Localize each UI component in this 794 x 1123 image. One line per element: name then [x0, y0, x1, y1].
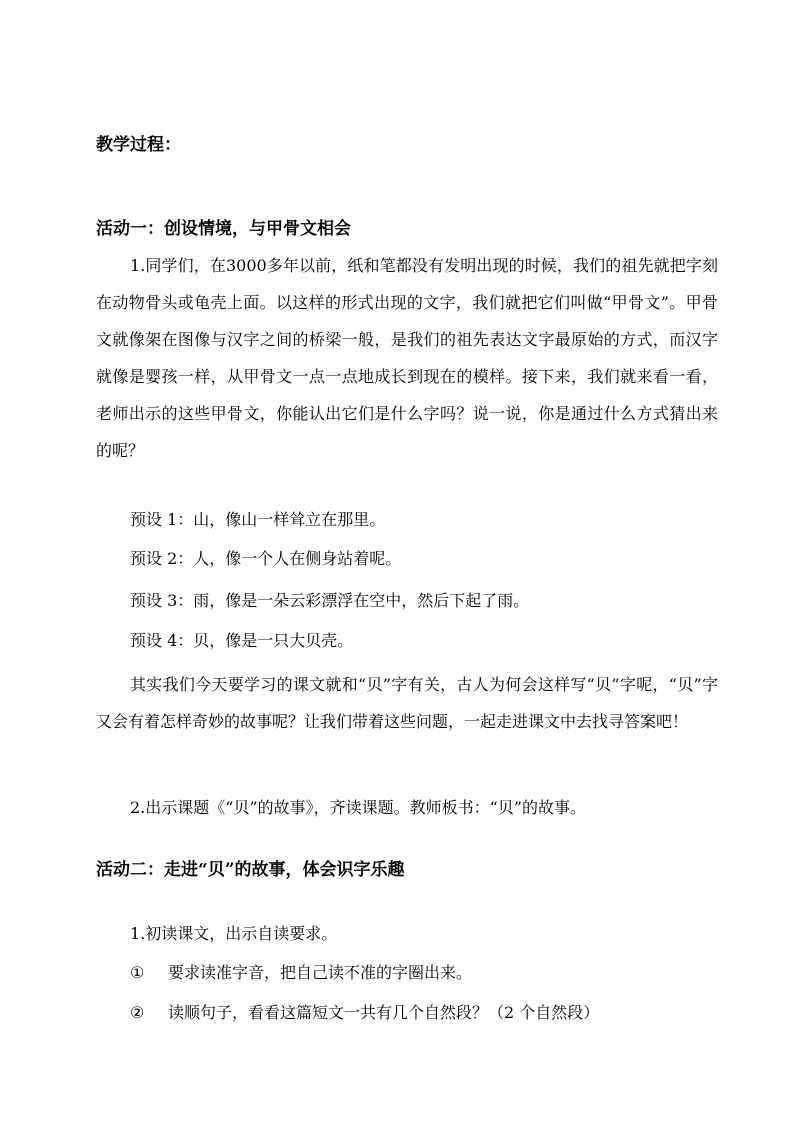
- circled-number-2: ②: [130, 1003, 145, 1022]
- preset-2: 预设 2：人，像一个人在侧身站着呢。: [130, 549, 402, 568]
- activity-two-paragraph-1: 1.初读课文，出示自读要求。: [130, 924, 338, 943]
- activity-one-paragraph-1: 1.同学们，在3000多年以前，纸和笔都没有发明出现的时候，我们的祖先就把字刻在动物骨头或龟壳上面。以这样的形式出现的文字，我们就把它们叫做“甲骨文”。甲骨文就像架在图像与汉字之间的桥梁一般，是我们的祖先表达文字最原始的方式，而汉字就像是婴孩一样，从甲骨文一点一点地成长到现在的模样。接下来，我们就来看一看，老师出示的这些甲骨文，你能认出它们是什么字吗？说一说，你是通过什么方式猜出来的呢？: [96, 256, 718, 460]
- activity-one-paragraph-2: 其实我们今天要学习的课文就和“贝”字有关，古人为何会这样写“贝”字呢，“贝”字又会有着怎样奇妙的故事呢？让我们带着这些问题，一起走进课文中去找寻答案吧！: [96, 675, 718, 731]
- preset-4: 预设 4：贝，像是一只大贝壳。: [130, 631, 354, 650]
- list-item: [130, 1002, 599, 1024]
- preset-1: 预设 1：山，像山一样耸立在那里。: [130, 510, 386, 529]
- list-item: [130, 962, 472, 984]
- preset-3: 预设 3：雨，像是一朵云彩漂浮在空中，然后下起了雨。: [130, 591, 530, 610]
- list-item-text: 读顺句子，看看这篇短文一共有几个自然段？（2 个自然段）: [168, 1003, 600, 1022]
- activity-one-heading: 活动一：创设情境，与甲骨文相会: [96, 219, 351, 239]
- circled-number-1: ①: [130, 963, 145, 982]
- list-item-text: 要求读准字音，把自己读不准的字圈出来。: [168, 963, 473, 982]
- activity-two-heading: 活动二：走进“贝”的故事，体会识字乐趣: [96, 860, 405, 880]
- activity-one-paragraph-3: 2.出示课题《“贝”的故事》，齐读课题。教师板书：“贝”的故事。: [130, 798, 586, 817]
- section-title: 教学过程：: [96, 135, 181, 155]
